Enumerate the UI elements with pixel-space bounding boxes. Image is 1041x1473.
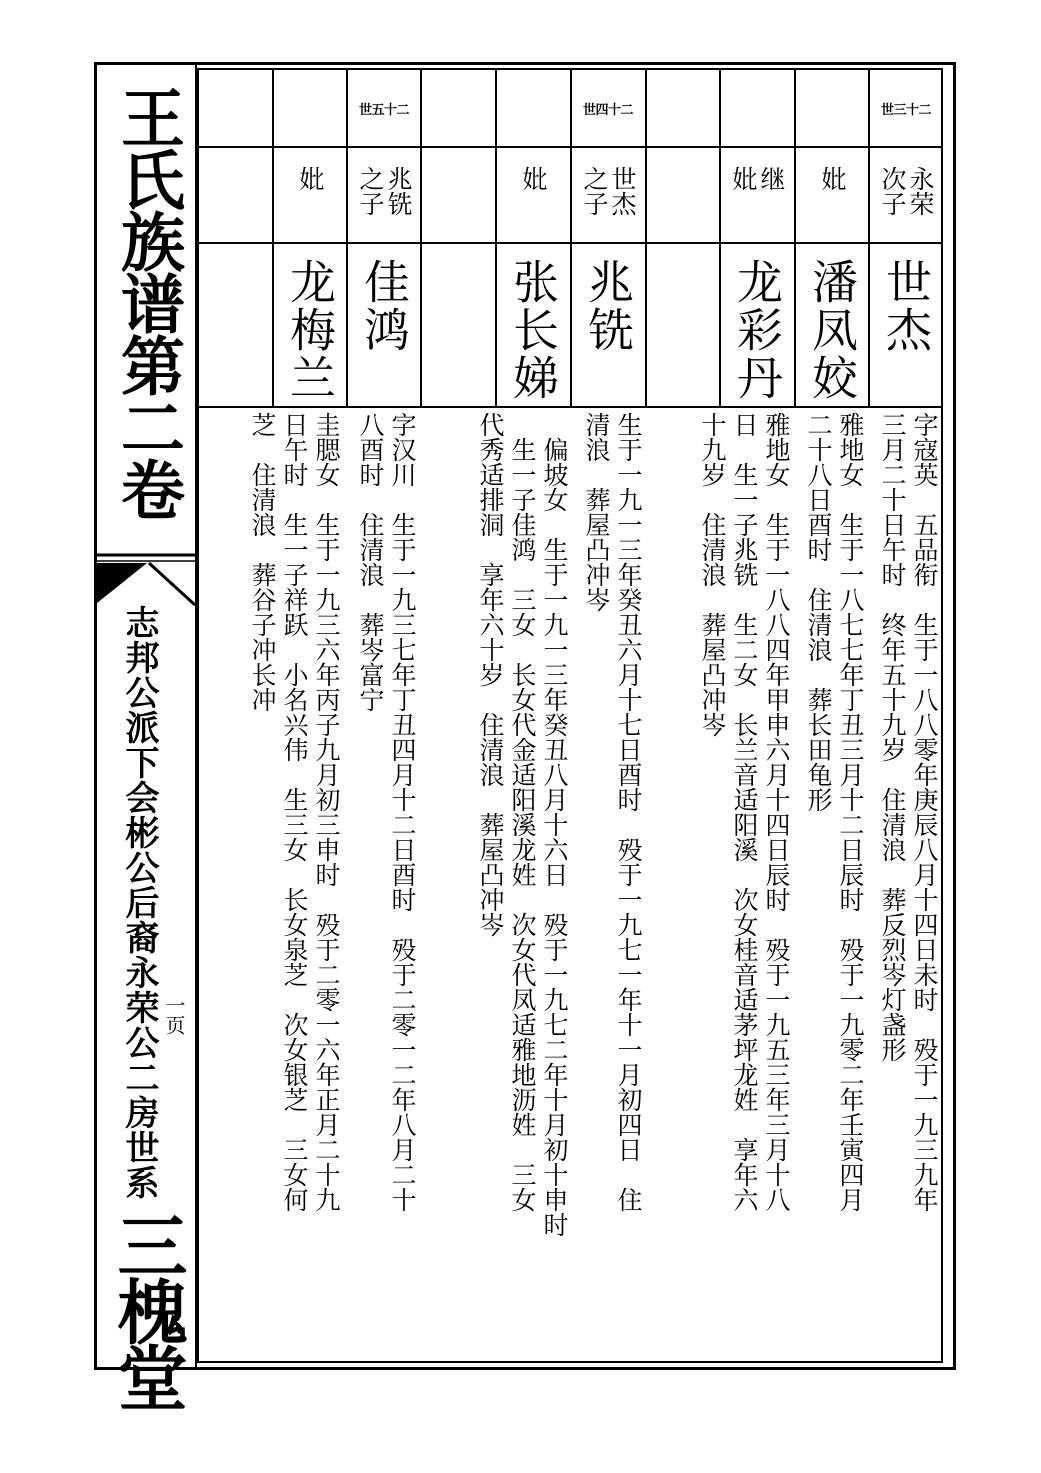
page-number: 一页 [162, 995, 186, 1035]
relation-label: 妣 [818, 166, 847, 191]
relation-label: 兆铣 之子 [356, 166, 413, 216]
name-cell [496, 244, 570, 406]
lineage-title: 志邦公派下会彬公后裔永荣公二房世系 [119, 605, 159, 1200]
biography-text: 字寇英 五品衔 生于一八八零年庚辰八月十四日未时 殁于一九三九年 三月二十日午时 终年五十九岁 住清浪 葬反烈岑灯盏形 [878, 412, 939, 1212]
name-cell [273, 244, 347, 406]
relation-label: 继 妣 [729, 166, 786, 191]
name-cell [720, 244, 794, 406]
person-name: 世杰 [879, 258, 933, 354]
biography-text: 雅地女 生于一八七七年丁丑三月十二日辰时 殁于一九零二年壬寅四月 二十八日酉时 住清浪 葬长田龟形 [804, 412, 865, 1212]
name-cell [571, 244, 645, 406]
name-cell [795, 244, 869, 406]
person-name: 佳鸿 [357, 258, 411, 354]
relation-label: 妣 [519, 166, 548, 191]
person-name: 兆铣 [581, 258, 635, 354]
biography-text: 圭腮女 生于一九三六年丙子九月初三申时 殁于二零一六年正月二十九 日午时 生一子祥跃 小名兴伟 生三女 长女泉芝 次女银芝 三女何 芝 住清浪 葬谷子冲长冲 [248, 412, 341, 1212]
relation-label: 永荣 次子 [878, 166, 935, 216]
generation-label: 世五十二 [358, 102, 409, 118]
person-name: 龙梅兰 [283, 258, 337, 402]
book-title: 王氏族谱第二卷 [110, 85, 185, 519]
biography-text: 雅地女 生于一八八四年甲申六月十四日辰时 殁于一九五三年三月十八 日 生一子兆铣 生二女 长兰音适阳溪 次女桂音适茅坪龙姓 享年六 十九岁 住清浪 葬屋凸冲岑 [698, 412, 791, 1212]
name-cell [869, 244, 943, 406]
relation-cell [273, 148, 347, 242]
name-cell [347, 244, 421, 406]
person-name: 张长娣 [506, 258, 560, 402]
generation-label: 世四十二 [582, 102, 633, 118]
biography-text: 生于一九一三年癸丑六月十七日酉时 殁于一九七一年十一月初四日 住 清浪 葬屋凸冲岑 [582, 412, 643, 1212]
person-name: 潘凤姣 [805, 258, 859, 402]
biography-text: 偏坡女 生于一九一三年癸丑八月十六日 殁于一九七二年十月初十申时 生一子佳鸿 三女 长女代金适阳溪龙姓 次女代凤适雅地沥姓 三女 代秀适排洞 享年六十岁 住清浪 葬屋凸冲岑 [476, 412, 569, 1237]
person-name: 龙彩丹 [730, 258, 784, 402]
relation-cell [571, 148, 645, 242]
relation-label: 世杰 之子 [580, 166, 637, 216]
generation-label: 世三十二 [880, 102, 931, 118]
relation-cell [720, 148, 794, 242]
relation-cell [795, 148, 869, 242]
relation-cell [347, 148, 421, 242]
spine [97, 65, 197, 1408]
relation-cell [496, 148, 570, 242]
relation-label: 妣 [296, 166, 325, 191]
biography-text: 字汉川 生于一九三七年丁丑四月十二日酉时 殁于二零一二年八月二十 八酉时 住清浪 葬岑富宁 [356, 412, 417, 1212]
hall-name: 三槐堂 [106, 1210, 189, 1408]
relation-cell [869, 148, 943, 242]
column-divider [645, 68, 647, 408]
